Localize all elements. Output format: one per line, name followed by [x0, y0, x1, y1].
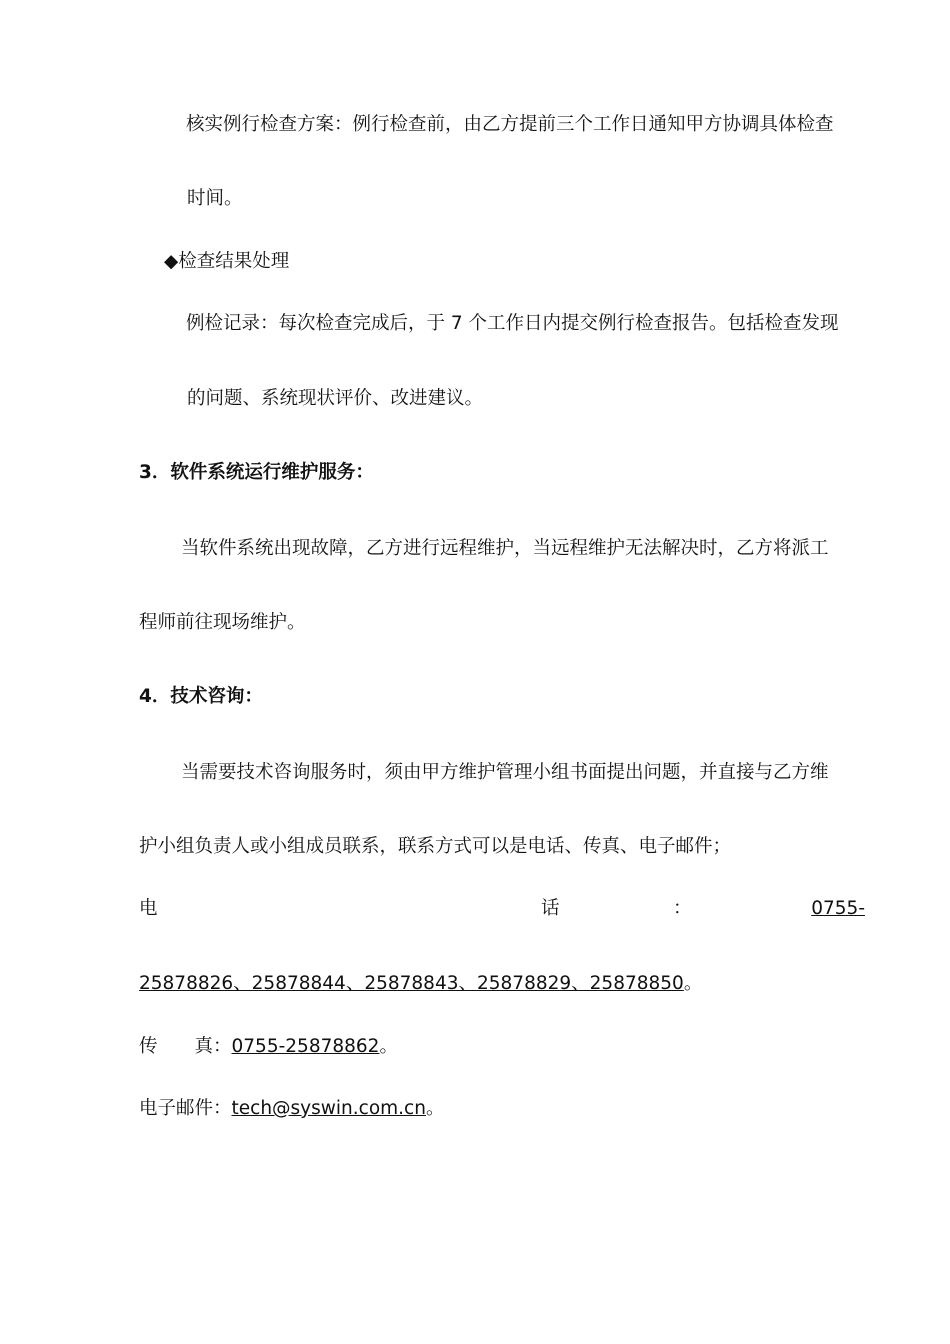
phone-end-punct: 。: [683, 973, 703, 994]
phone-prefix: 0755-: [811, 898, 865, 919]
phone-colon: ：: [673, 898, 692, 919]
phone-numbers: 25878826、25878844、25878843、25878829、25878850: [139, 973, 684, 994]
email-link[interactable]: tech@syswin.com.cn: [231, 1098, 426, 1119]
routine-plan-line2: 时间。: [187, 188, 243, 209]
section4-para-line2: 护小组负责人或小组成员联系，联系方式可以是电话、传真、电子邮件；: [139, 836, 732, 857]
email-line: [139, 1100, 444, 1119]
section4-para-line1: 当需要技术咨询服务时，须由甲方维护管理小组书面提出问题，并直接与乙方维: [181, 762, 829, 783]
fax-number: 0755-25878862: [231, 1036, 380, 1057]
email-end-punct: 。: [425, 1098, 445, 1119]
section3-heading: 3．软件系统运行维护服务：: [139, 462, 374, 483]
section3-para-line2: 程师前往现场维护。: [139, 612, 306, 633]
phone-numbers-line: [139, 975, 702, 994]
fax-label: 传 真：: [139, 1036, 232, 1057]
record-line2: 的问题、系统现状评价、改进建议。: [187, 388, 484, 409]
fax-line: [139, 1038, 398, 1057]
phone-label-char2: 话: [541, 898, 560, 919]
result-handling-heading: ◆检查结果处理: [164, 251, 290, 272]
record-line1: 例检记录：每次检查完成后，于 7 个工作日内提交例行检查报告。包括检查发现: [186, 313, 839, 334]
fax-end-punct: 。: [379, 1036, 398, 1057]
phone-label-char1: 电: [139, 898, 158, 919]
section4-heading: 4．技术咨询：: [139, 686, 263, 707]
routine-plan-line1: 核实例行检查方案：例行检查前，由乙方提前三个工作日通知甲方协调具体检查: [186, 114, 834, 135]
section3-para-line1: 当软件系统出现故障，乙方进行远程维护，当远程维护无法解决时，乙方将派工: [181, 538, 829, 559]
email-label: 电子邮件：: [139, 1098, 232, 1119]
